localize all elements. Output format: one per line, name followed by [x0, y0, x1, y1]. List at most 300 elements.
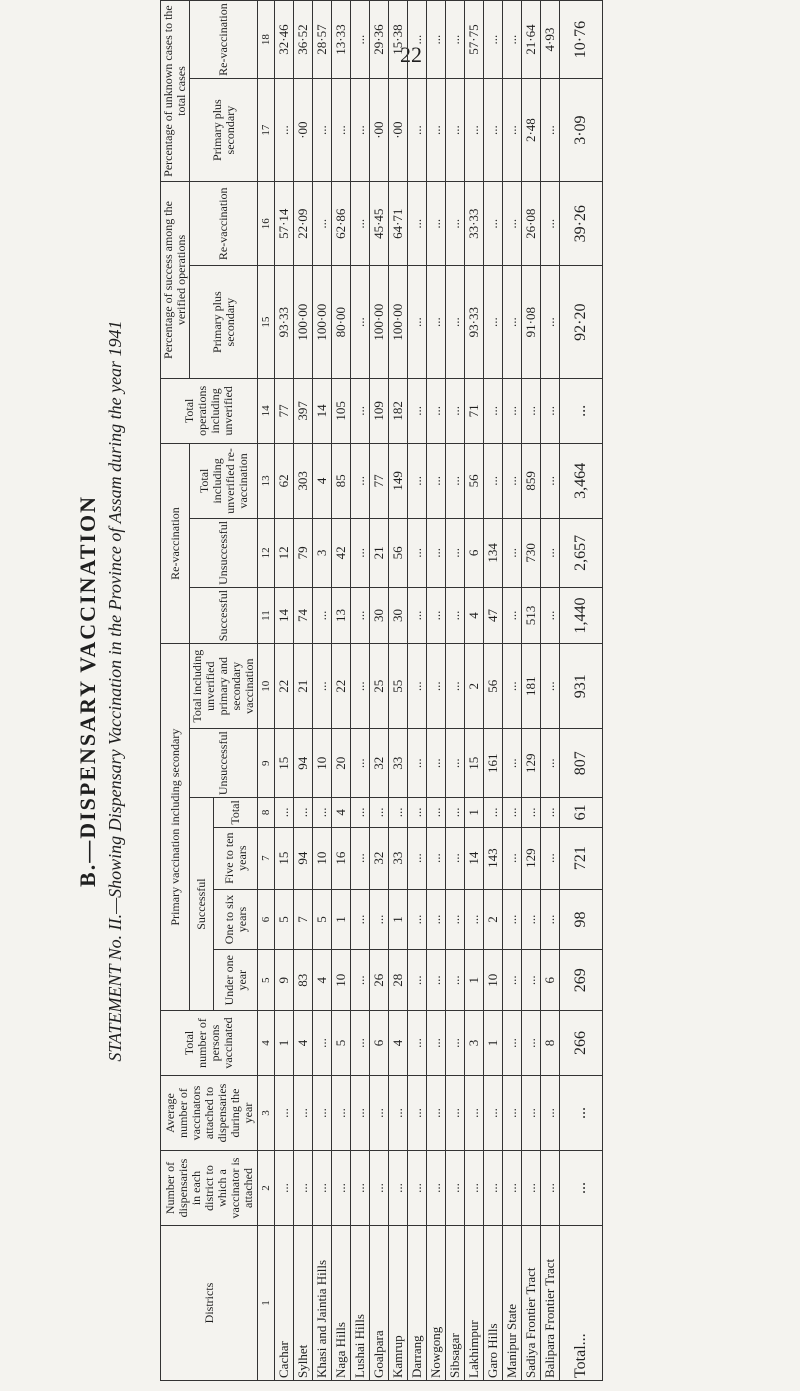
table-cell: ... — [351, 889, 370, 950]
table-cell: 2 — [484, 889, 503, 950]
table-cell: 22 — [275, 644, 294, 729]
table-cell: ... — [332, 1076, 351, 1151]
table-cell: 32 — [370, 729, 389, 798]
table-cell: ... — [522, 1076, 541, 1151]
table-cell: 13 — [332, 587, 351, 643]
table-cell: 26·08 — [522, 182, 541, 266]
table-cell: 3 — [465, 1011, 484, 1076]
table-row — [294, 1, 313, 1381]
table-cell: ... — [446, 729, 465, 798]
table-cell: ·00 — [389, 79, 408, 182]
table-cell: 182 — [389, 378, 408, 443]
header-unknown-revacc: Re-vaccination — [190, 1, 258, 79]
table-cell: ... — [389, 1151, 408, 1226]
header-rev-successful: Successful — [190, 587, 258, 643]
table-cell: ... — [446, 266, 465, 378]
header-total: Total — [214, 798, 258, 828]
table-cell: ... — [427, 266, 446, 378]
table-cell: ... — [522, 378, 541, 443]
table-cell: ... — [541, 644, 560, 729]
table-cell: ... — [427, 1151, 446, 1226]
table-cell: 32 — [370, 827, 389, 889]
table-cell: 56 — [389, 518, 408, 587]
table-cell: 28·57 — [313, 1, 332, 79]
table-cell: ... — [313, 182, 332, 266]
table-cell: ... — [427, 1, 446, 79]
table-cell: 7 — [294, 889, 313, 950]
header-one-to-six: One to six years — [214, 889, 258, 950]
column-number: 8 — [258, 798, 275, 828]
table-cell: ·00 — [370, 79, 389, 182]
table-cell: 29·36 — [370, 1, 389, 79]
table-cell: 33 — [389, 729, 408, 798]
table-cell: ... — [446, 518, 465, 587]
table-cell: 22·09 — [294, 182, 313, 266]
header-total-revacc: Total including unverified re-vaccination — [190, 443, 258, 518]
total-cell: 2,657 — [560, 518, 603, 587]
table-cell: ... — [351, 79, 370, 182]
table-cell: ... — [541, 1151, 560, 1226]
table-cell: 21 — [370, 518, 389, 587]
total-cell: 3,464 — [560, 443, 603, 518]
table-row — [446, 1, 465, 1381]
table-cell: ... — [522, 798, 541, 828]
table-cell: 859 — [522, 443, 541, 518]
table-row — [427, 1, 446, 1381]
table-cell: 2·48 — [522, 79, 541, 182]
table-cell: ... — [541, 798, 560, 828]
table-cell: ... — [503, 798, 522, 828]
table-cell: ... — [541, 378, 560, 443]
table-cell: ... — [427, 1011, 446, 1076]
table-cell: ... — [389, 1076, 408, 1151]
table-row — [408, 1, 427, 1381]
table-cell: ... — [446, 798, 465, 828]
table-cell: ... — [408, 1151, 427, 1226]
table-cell: ... — [294, 1151, 313, 1226]
table-row — [351, 1, 370, 1381]
table-row — [332, 1, 351, 1381]
district-name: Cachar — [275, 1226, 294, 1381]
district-name: Sibsagar — [446, 1226, 465, 1381]
section-heading: B.—DISPENSARY VACCINATION — [75, 495, 100, 887]
table-cell: 4 — [465, 587, 484, 643]
table-cell: 15 — [275, 827, 294, 889]
table-cell: 10 — [313, 827, 332, 889]
table-cell: ... — [484, 182, 503, 266]
table-cell: 14 — [313, 378, 332, 443]
table-cell: ... — [408, 798, 427, 828]
column-number: 9 — [258, 729, 275, 798]
total-cell: 3·09 — [560, 79, 603, 182]
table-cell: 26 — [370, 950, 389, 1011]
table-cell: 4 — [313, 443, 332, 518]
table-cell: 4 — [332, 798, 351, 828]
table-cell: 129 — [522, 827, 541, 889]
table-cell: ... — [446, 1151, 465, 1226]
table-cell: ... — [503, 182, 522, 266]
table-cell: ... — [351, 827, 370, 889]
table-cell: 1 — [275, 1011, 294, 1076]
table-cell: 397 — [294, 378, 313, 443]
table-cell: ... — [541, 889, 560, 950]
table-cell: 10 — [484, 950, 503, 1011]
vaccination-table — [160, 0, 603, 1381]
table-cell: ... — [408, 266, 427, 378]
column-number: 7 — [258, 827, 275, 889]
table-cell: 105 — [332, 378, 351, 443]
table-cell: 21 — [294, 644, 313, 729]
table-cell: ... — [503, 1076, 522, 1151]
table-cell: ... — [427, 729, 446, 798]
table-cell: ... — [484, 378, 503, 443]
header-avg-vaccinators: Average number of vaccinators attached to dispensaries during the year — [161, 1076, 258, 1151]
table-cell: 1 — [465, 798, 484, 828]
table-cell: 14 — [465, 827, 484, 889]
column-number: 15 — [258, 266, 275, 378]
table-cell: ... — [465, 1076, 484, 1151]
table-cell: ... — [427, 1076, 446, 1151]
table-cell: 13·33 — [332, 1, 351, 79]
table-cell: ... — [332, 79, 351, 182]
column-number: 18 — [258, 1, 275, 79]
table-cell: 56 — [484, 644, 503, 729]
table-cell: 129 — [522, 729, 541, 798]
table-cell: ... — [408, 950, 427, 1011]
total-cell: 269 — [560, 950, 603, 1011]
table-cell: 62 — [275, 443, 294, 518]
table-cell: ... — [427, 587, 446, 643]
header-under-one: Under one year — [214, 950, 258, 1011]
column-number: 17 — [258, 79, 275, 182]
table-cell: ... — [275, 798, 294, 828]
table-cell: ... — [351, 518, 370, 587]
table-cell: ... — [541, 827, 560, 889]
table-cell: 5 — [313, 889, 332, 950]
table-cell: 30 — [370, 587, 389, 643]
table-cell: 15·38 — [389, 1, 408, 79]
total-cell: 98 — [560, 889, 603, 950]
table-cell: 91·08 — [522, 266, 541, 378]
table-cell: 513 — [522, 587, 541, 643]
district-name: Balipara Frontier Tract — [541, 1226, 560, 1381]
table-row — [389, 1, 408, 1381]
table-cell: ... — [446, 950, 465, 1011]
header-unsuccessful: Unsuccessful — [190, 729, 258, 798]
table-cell: ... — [503, 729, 522, 798]
table-cell: ... — [351, 729, 370, 798]
table-cell: 22 — [332, 644, 351, 729]
table-cell: 21·64 — [522, 1, 541, 79]
total-cell: 92·20 — [560, 266, 603, 378]
table-cell: ... — [427, 889, 446, 950]
table-cell: ... — [503, 79, 522, 182]
table-cell: ... — [408, 1, 427, 79]
table-cell: 94 — [294, 729, 313, 798]
column-number: 10 — [258, 644, 275, 729]
header-total-primary: Total including unverified primary and secondary vaccination — [190, 644, 258, 729]
table-cell: 143 — [484, 827, 503, 889]
table-cell: 15 — [275, 729, 294, 798]
table-cell: ... — [446, 378, 465, 443]
table-row — [313, 1, 332, 1381]
header-revaccination-group: Re-vaccination — [161, 443, 190, 643]
column-number: 13 — [258, 443, 275, 518]
header-unknown-primary: Primary plus secondary — [190, 79, 258, 182]
page-number: 22 — [400, 42, 422, 67]
total-cell: 931 — [560, 644, 603, 729]
district-name: Sadiya Frontier Tract — [522, 1226, 541, 1381]
totals-label: Total... — [560, 1226, 603, 1381]
total-cell: 1,440 — [560, 587, 603, 643]
table-cell: ... — [389, 798, 408, 828]
table-row — [275, 1, 294, 1381]
column-number: 3 — [258, 1076, 275, 1151]
table-cell: ... — [313, 1076, 332, 1151]
table-cell: ... — [503, 266, 522, 378]
table-cell: ... — [446, 443, 465, 518]
table-cell: ... — [446, 1, 465, 79]
table-cell: 30 — [389, 587, 408, 643]
table-cell: ... — [370, 1076, 389, 1151]
table-cell: ... — [503, 587, 522, 643]
table-cell: 6 — [541, 950, 560, 1011]
table-cell: 6 — [370, 1011, 389, 1076]
table-cell: ... — [427, 518, 446, 587]
table-cell: 94 — [294, 827, 313, 889]
header-five-ten: Five to ten years — [214, 827, 258, 889]
column-number: 4 — [258, 1011, 275, 1076]
district-name: Sylhet — [294, 1226, 313, 1381]
table-body — [275, 1, 603, 1381]
header-success-revacc: Re-vaccination — [190, 182, 258, 266]
table-cell: ... — [408, 644, 427, 729]
table-cell: 4 — [294, 1011, 313, 1076]
table-cell: ... — [503, 378, 522, 443]
table-cell: ... — [370, 889, 389, 950]
table-cell: 161 — [484, 729, 503, 798]
table-cell: 1 — [484, 1011, 503, 1076]
header-primary-group: Primary vaccination including secondary — [161, 644, 190, 1011]
table-cell: ... — [351, 266, 370, 378]
table-cell: 109 — [370, 378, 389, 443]
table-cell: ... — [275, 1076, 294, 1151]
table-cell: ... — [332, 1151, 351, 1226]
table-cell: 10 — [313, 729, 332, 798]
header-pct-unknown: Percentage of unknown cases to the total cases — [161, 1, 190, 182]
district-name: Garo Hills — [484, 1226, 503, 1381]
header-success-primary: Primary plus secondary — [190, 266, 258, 378]
table-cell: ... — [351, 798, 370, 828]
total-cell: 10·76 — [560, 1, 603, 79]
table-cell: ... — [313, 1151, 332, 1226]
table-cell: 62·86 — [332, 182, 351, 266]
table-cell: 57·75 — [465, 1, 484, 79]
table-row — [370, 1, 389, 1381]
total-cell: 721 — [560, 827, 603, 889]
table-cell: ... — [541, 1076, 560, 1151]
table-cell: 45·45 — [370, 182, 389, 266]
table-cell: ... — [484, 79, 503, 182]
column-number: 6 — [258, 889, 275, 950]
table-row — [465, 1, 484, 1381]
header-total-operations: Total operations including unverified — [161, 378, 258, 443]
table-cell: 36·52 — [294, 1, 313, 79]
total-cell: ... — [560, 1151, 603, 1226]
header-total-vaccinated: Total number of persons vaccinated — [161, 1011, 258, 1076]
total-cell: ... — [560, 378, 603, 443]
header-successful: Successful — [190, 798, 214, 1011]
header-dispensaries: Number of dispensaries in each district to which a vaccinator is attached — [161, 1151, 258, 1226]
table-cell: ... — [503, 1, 522, 79]
table-cell: ... — [503, 827, 522, 889]
table-cell: 33·33 — [465, 182, 484, 266]
header-districts: Districts — [161, 1226, 258, 1381]
table-cell: 93·33 — [275, 266, 294, 378]
column-number: 5 — [258, 950, 275, 1011]
column-number: 14 — [258, 378, 275, 443]
table-cell: 85 — [332, 443, 351, 518]
table-cell: ... — [370, 1151, 389, 1226]
table-cell: 33 — [389, 827, 408, 889]
table-cell: ... — [351, 443, 370, 518]
district-name: Khasi and Jaintia Hills — [313, 1226, 332, 1381]
table-cell: 100·00 — [370, 266, 389, 378]
table-cell: 64·71 — [389, 182, 408, 266]
table-cell: 16 — [332, 827, 351, 889]
table-cell: ... — [427, 79, 446, 182]
table-cell: 149 — [389, 443, 408, 518]
table-cell: ... — [484, 1076, 503, 1151]
table-cell: ... — [408, 79, 427, 182]
table-cell: 5 — [332, 1011, 351, 1076]
table-cell: ... — [370, 798, 389, 828]
table-cell: ... — [275, 79, 294, 182]
district-name: Darrang — [408, 1226, 427, 1381]
table-cell: ... — [541, 79, 560, 182]
table-cell: ... — [446, 587, 465, 643]
table-cell: 47 — [484, 587, 503, 643]
table-cell: ... — [313, 587, 332, 643]
table-cell: ... — [294, 1076, 313, 1151]
table-cell: ... — [408, 378, 427, 443]
table-cell: 32·46 — [275, 1, 294, 79]
table-cell: 4 — [313, 950, 332, 1011]
total-cell: ... — [560, 1076, 603, 1151]
district-name: Lushai Hills — [351, 1226, 370, 1381]
column-number: 16 — [258, 182, 275, 266]
table-row — [484, 1, 503, 1381]
table-cell: ... — [408, 443, 427, 518]
table-cell: 15 — [465, 729, 484, 798]
table-cell: ... — [351, 1151, 370, 1226]
table-cell: ... — [484, 798, 503, 828]
table-cell: ... — [427, 644, 446, 729]
table-cell: ... — [408, 1011, 427, 1076]
column-number: 12 — [258, 518, 275, 587]
table-cell: ... — [275, 1151, 294, 1226]
table-cell: 42 — [332, 518, 351, 587]
table-cell: ... — [427, 827, 446, 889]
table-cell: ... — [446, 644, 465, 729]
table-cell: ... — [446, 79, 465, 182]
table-cell: ... — [351, 950, 370, 1011]
district-name: Nowgong — [427, 1226, 446, 1381]
table-cell: ... — [427, 182, 446, 266]
table-cell: 4 — [389, 1011, 408, 1076]
table-cell: 1 — [389, 889, 408, 950]
table-cell: ... — [427, 950, 446, 1011]
table-cell: ... — [503, 950, 522, 1011]
header-pct-success: Percentage of success among the verified operations — [161, 182, 190, 379]
table-cell: ... — [294, 798, 313, 828]
district-name: Lakhimpur — [465, 1226, 484, 1381]
total-cell: 807 — [560, 729, 603, 798]
column-number: 1 — [258, 1226, 275, 1381]
table-cell: 56 — [465, 443, 484, 518]
table-cell: ... — [408, 729, 427, 798]
table-cell: 71 — [465, 378, 484, 443]
table-cell: ... — [484, 1, 503, 79]
table-cell: ... — [541, 182, 560, 266]
header-rev-unsuccessful: Unsuccessful — [190, 518, 258, 587]
table-cell: 8 — [541, 1011, 560, 1076]
table-row — [503, 1, 522, 1381]
table-cell: ... — [503, 443, 522, 518]
table-cell: ... — [446, 1076, 465, 1151]
table-cell: 730 — [522, 518, 541, 587]
district-name: Manipur State — [503, 1226, 522, 1381]
table-cell: ... — [503, 1011, 522, 1076]
table-cell: ... — [313, 79, 332, 182]
table-row — [541, 1, 560, 1381]
column-numbers-row — [258, 1, 275, 1381]
table-cell: ... — [465, 1151, 484, 1226]
table-cell: ... — [541, 587, 560, 643]
table-cell: 25 — [370, 644, 389, 729]
table-cell: ... — [351, 182, 370, 266]
table-cell: ... — [408, 827, 427, 889]
table-cell: ... — [503, 1151, 522, 1226]
table-cell: 57·14 — [275, 182, 294, 266]
table-cell: ... — [313, 798, 332, 828]
table-cell: ... — [313, 644, 332, 729]
table-cell: ... — [484, 266, 503, 378]
table-cell: ·00 — [294, 79, 313, 182]
total-cell: 266 — [560, 1011, 603, 1076]
table-cell: 2 — [465, 644, 484, 729]
table-cell: 74 — [294, 587, 313, 643]
table-cell: 28 — [389, 950, 408, 1011]
table-cell: ... — [446, 182, 465, 266]
district-name: Kamrup — [389, 1226, 408, 1381]
table-cell: ... — [465, 889, 484, 950]
table-cell: ... — [541, 266, 560, 378]
table-cell: 12 — [275, 518, 294, 587]
table-cell: ... — [484, 1151, 503, 1226]
table-cell: ... — [446, 889, 465, 950]
table-cell: ... — [522, 1011, 541, 1076]
table-cell: ... — [351, 644, 370, 729]
table-cell: ... — [503, 518, 522, 587]
table-cell: 9 — [275, 950, 294, 1011]
table-cell: ... — [351, 378, 370, 443]
total-cell: 61 — [560, 798, 603, 828]
table-cell: 134 — [484, 518, 503, 587]
table-cell: 20 — [332, 729, 351, 798]
table-cell: ... — [351, 1011, 370, 1076]
table-cell: 79 — [294, 518, 313, 587]
